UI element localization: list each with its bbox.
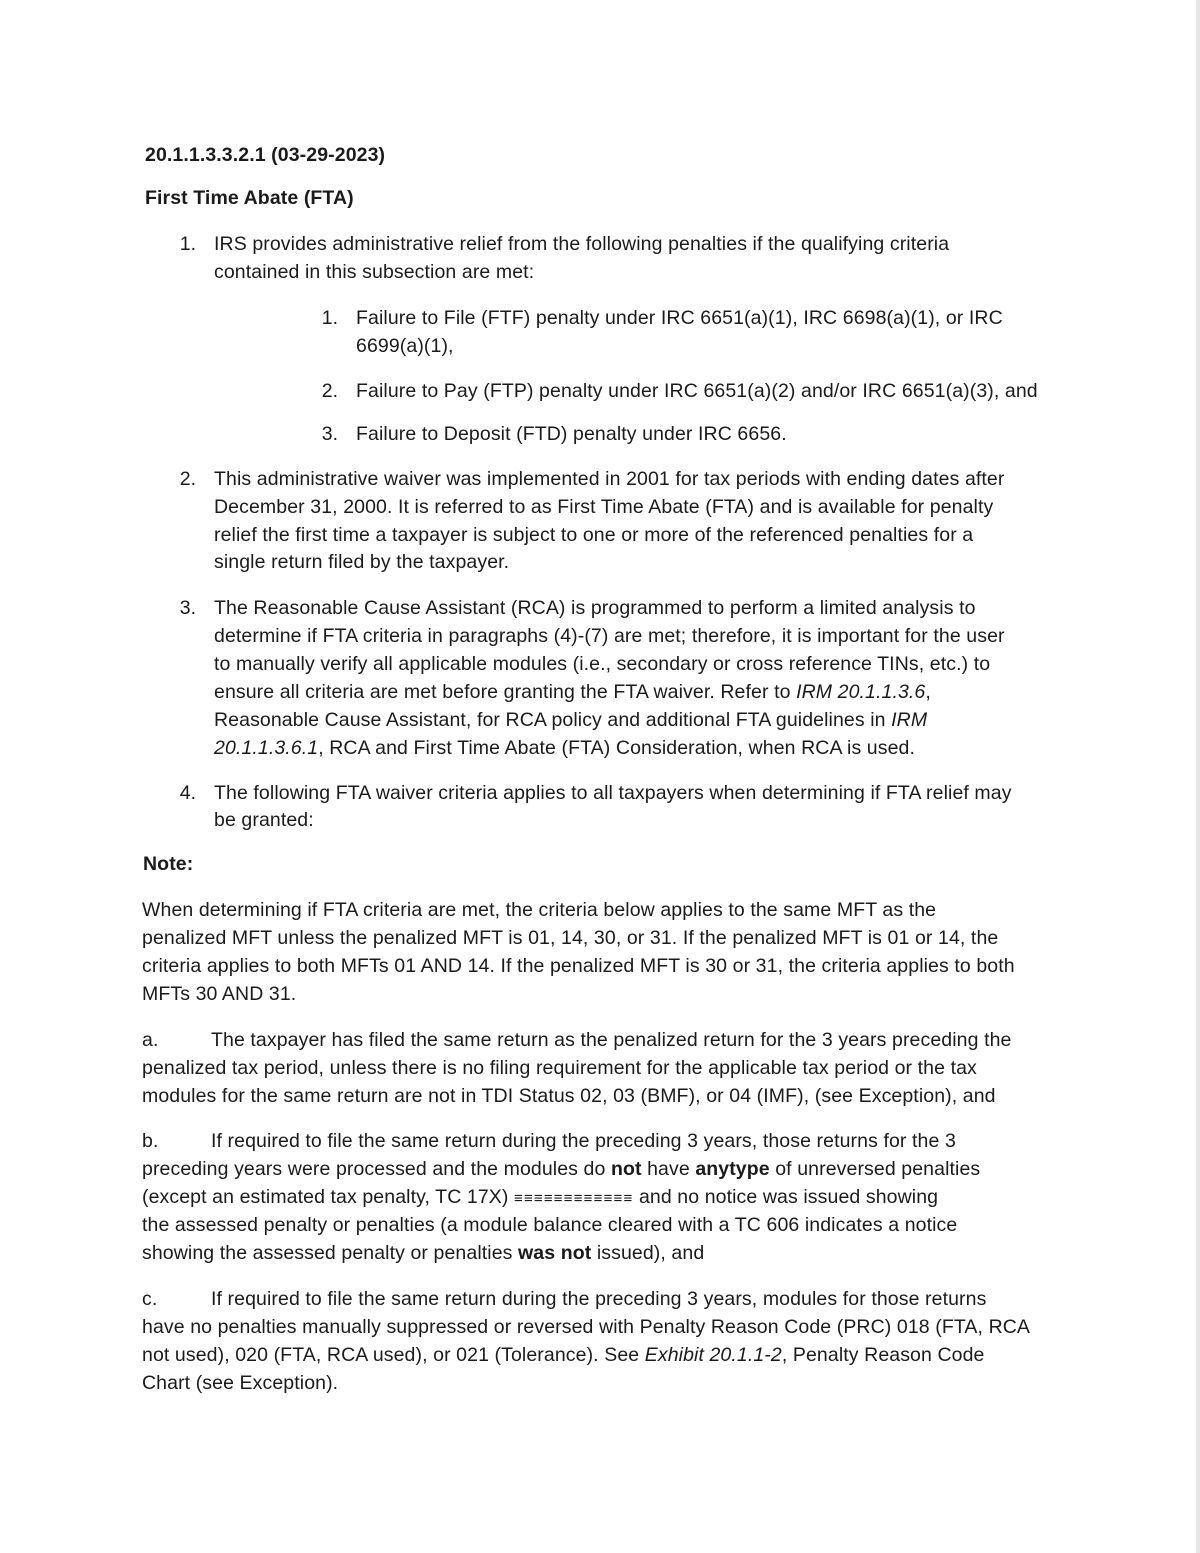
para-2-line: This administrative waiver was implemented in 2001 for tax periods with ending dates after: [214, 468, 1005, 490]
section-title: First Time Abate (FTA): [145, 187, 354, 209]
item-b-line: If required to file the same return during the preceding 3 years, those returns for the 3: [211, 1130, 956, 1152]
irm-reference-link[interactable]: IRM: [891, 709, 928, 731]
item-c-line: If required to file the same return during the preceding 3 years, modules for those returns: [211, 1288, 987, 1310]
sub-item-2-marker: 2.: [321, 380, 338, 402]
item-a-marker: a.: [142, 1029, 159, 1051]
item-b-marker: b.: [142, 1130, 159, 1152]
para-3-line: 20.1.1.3.6.1, RCA and First Time Abate (FTA) Consideration, when RCA is used.: [214, 737, 916, 759]
sub-item-3-marker: 3.: [321, 423, 338, 445]
section-number: 20.1.1.3.3.2.1 (03-29-2023): [145, 144, 386, 166]
item-b-line: preceding years were processed and the modules do not have anytype of unreversed penalties: [142, 1158, 981, 1180]
item-c-line: Chart (see Exception).: [142, 1372, 339, 1394]
item-a-line: penalized tax period, unless there is no filing requirement for the applicable tax period or the tax: [142, 1057, 977, 1079]
irm-reference-link[interactable]: IRM 20.1.1.3.6: [796, 681, 926, 703]
note-line: criteria applies to both MFTs 01 AND 14. If the penalized MFT is 30 or 31, the criteria applies to both: [142, 955, 1015, 977]
para-4-line: The following FTA waiver criteria applies to all taxpayers when determining if FTA relief may: [214, 782, 1012, 804]
note-line: penalized MFT unless the penalized MFT is 01, 14, 30, or 31. If the penalized MFT is 01 or 14, the: [142, 927, 999, 949]
item-b-line: showing the assessed penalty or penalties was not issued), and: [142, 1242, 705, 1264]
para-3-line: to manually verify all applicable modules (i.e., secondary or cross reference TINs, etc.) to: [214, 653, 991, 675]
note-line: MFTs 30 AND 31.: [142, 983, 297, 1005]
note-line: When determining if FTA criteria are met, the criteria below applies to the same MFT as the: [142, 899, 937, 921]
sub-item-3-line: Failure to Deposit (FTD) penalty under IRC 6656.: [356, 423, 787, 445]
item-c-line: not used), 020 (FTA, RCA used), or 021 (Tolerance). See Exhibit 20.1.1-2, Penalty Reason Code: [142, 1344, 985, 1366]
para-4-line: be granted:: [214, 809, 314, 831]
para-2-line: December 31, 2000. It is referred to as First Time Abate (FTA) and is available for penalty: [214, 496, 994, 518]
sub-item-2-line: Failure to Pay (FTP) penalty under IRC 6651(a)(2) and/or IRC 6651(a)(3), and: [356, 380, 1038, 402]
sub-item-1-marker: 1.: [321, 307, 338, 329]
irm-reference-link[interactable]: 20.1.1.3.6.1: [214, 737, 319, 759]
item-b-line: (except an estimated tax penalty, TC 17X) ≡≡≡≡≡≡≡≡≡≡≡≡ and no notice was issued showing: [142, 1186, 939, 1208]
para-3-line: Reasonable Cause Assistant, for RCA policy and additional FTA guidelines in IRM: [214, 709, 928, 731]
para-1-marker: 1.: [179, 233, 196, 255]
para-2-line: relief the first time a taxpayer is subject to one or more of the referenced penalties for a: [214, 524, 974, 546]
scan-edge: [1196, 0, 1200, 1553]
redaction-marks: ≡≡≡≡≡≡≡≡≡≡≡≡: [514, 1190, 634, 1207]
item-a-line: modules for the same return are not in TDI Status 02, 03 (BMF), or 04 (IMF), (see Exception), and: [142, 1085, 996, 1107]
para-3-marker: 3.: [179, 597, 196, 619]
para-2-marker: 2.: [179, 468, 196, 490]
sub-item-1-line: Failure to File (FTF) penalty under IRC 6651(a)(1), IRC 6698(a)(1), or IRC: [356, 307, 1003, 329]
para-1-line: IRS provides administrative relief from the following penalties if the qualifying criteria: [214, 233, 950, 255]
para-3-line: The Reasonable Cause Assistant (RCA) is programmed to perform a limited analysis to: [214, 597, 976, 619]
item-c-line: have no penalties manually suppressed or reversed with Penalty Reason Code (PRC) 018 (FTA, RCA: [142, 1316, 1031, 1338]
note-label: Note:: [143, 853, 194, 875]
para-3-line: determine if FTA criteria in paragraphs (4)-(7) are met; therefore, it is important for the user: [214, 625, 1005, 647]
para-3-line: ensure all criteria are met before granting the FTA waiver. Refer to IRM 20.1.1.3.6,: [214, 681, 931, 703]
item-b-line: the assessed penalty or penalties (a module balance cleared with a TC 606 indicates a notice: [142, 1214, 958, 1236]
sub-item-1-line: 6699(a)(1),: [356, 335, 454, 357]
exhibit-reference-link[interactable]: Exhibit 20.1.1-2: [644, 1344, 782, 1366]
item-a-line: The taxpayer has filed the same return as the penalized return for the 3 years preceding the: [211, 1029, 1012, 1051]
para-1-line: contained in this subsection are met:: [214, 261, 535, 283]
para-4-marker: 4.: [179, 782, 196, 804]
para-2-line: single return filed by the taxpayer.: [214, 551, 510, 573]
item-c-marker: c.: [142, 1288, 158, 1310]
